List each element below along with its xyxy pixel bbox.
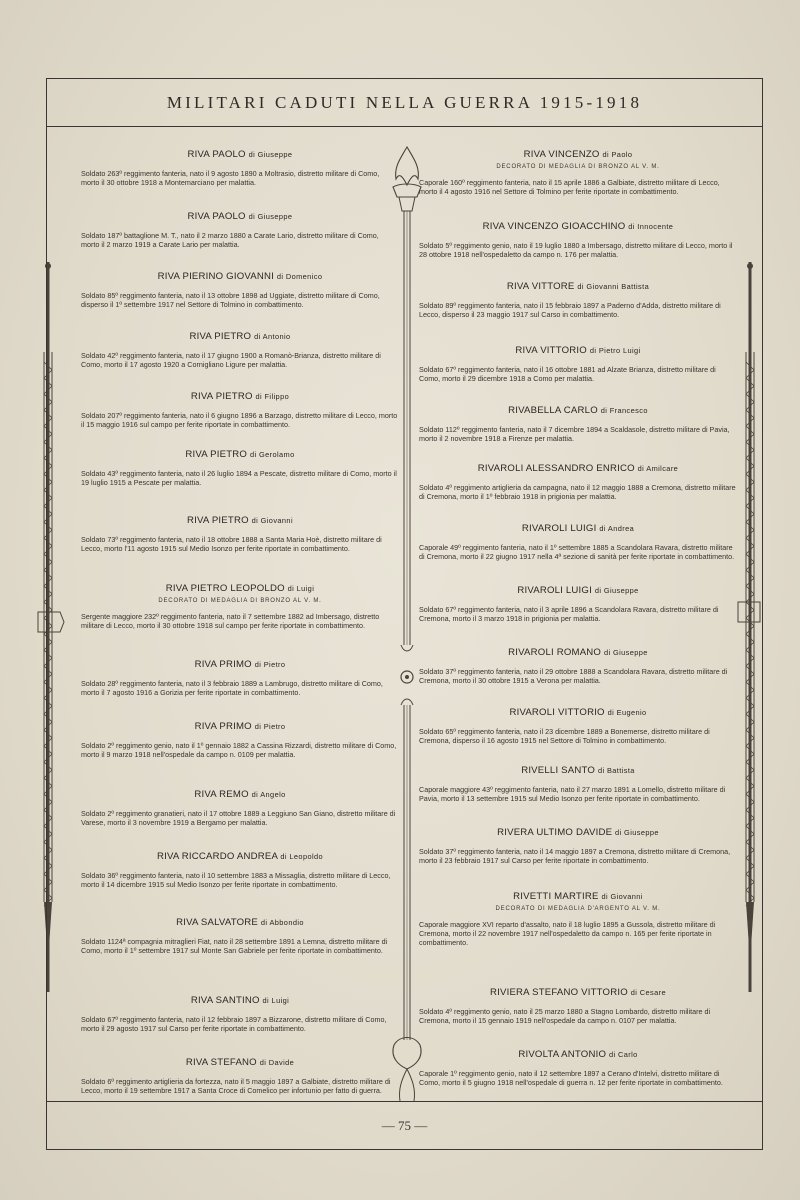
casualty-entry <box>419 765 737 803</box>
entry-name-line <box>419 647 737 659</box>
page-title: MILITARI CADUTI NELLA GUERRA 1915-1918 <box>166 92 643 112</box>
soldier-name: RIVA PIERINO GIOVANNI <box>157 271 274 282</box>
soldier-name: RIVABELLA CARLO <box>508 405 598 416</box>
service-record: Soldato 67º reggimento fanteria, nato il 12 febbraio 1897 a Bizzarone, distretto militare di Como, morto il 29 agosto 1917 sul Carso per ferite riportate in combattimento. <box>81 1015 387 1034</box>
casualty-entry <box>81 331 399 369</box>
soldier-name: RIVA PIETRO LEOPOLDO <box>165 583 285 594</box>
entry-name-line <box>419 765 737 777</box>
service-record: Soldato 43º reggimento fanteria, nato il 26 luglio 1894 a Pescate, distretto militare di Como, morto il 19 luglio 1915 a Pescate per malattia. <box>81 469 397 488</box>
parent-name: di Giuseppe <box>248 150 293 159</box>
entry-name-line <box>419 221 737 233</box>
casualty-entry <box>419 1049 737 1087</box>
parent-name: di Giovanni <box>251 516 293 525</box>
title-band <box>47 79 762 127</box>
entry-name-line <box>419 345 737 357</box>
soldier-name: RIVA PRIMO <box>194 659 252 670</box>
casualty-entry <box>419 149 737 196</box>
soldier-name: RIVA VITTORE <box>506 281 575 292</box>
soldier-name: RIVA VITTORIO <box>515 345 587 356</box>
service-record: Soldato 6º reggimento artiglieria da fortezza, nato il 5 maggio 1897 a Galbiate, distretto militare di Lecco, morto il 19 settembre 1917 a Santa Croce di Comelico per infortunio per fatto di guerra. <box>81 1077 391 1096</box>
parent-name: di Innocente <box>628 222 674 231</box>
entry-name-line <box>419 891 737 903</box>
soldier-name: RIVA VINCENZO <box>523 149 600 160</box>
parent-name: di Paolo <box>602 150 633 159</box>
decoration-note: DECORATO DI MEDAGLIA DI BRONZO AL V. M. <box>496 164 660 170</box>
parent-name: di Giovanni Battista <box>577 282 650 291</box>
service-record: Soldato 5º reggimento genio, nato il 19 luglio 1880 a Imbersago, distretto militare di Lecco, morto il 28 ottobre 1918 nell'ospedaletto da campo n. 176 per malattia. <box>419 241 733 260</box>
entry-name-line <box>81 583 399 595</box>
parent-name: di Luigi <box>262 996 290 1005</box>
soldier-name: RIVA PAOLO <box>187 211 246 222</box>
parent-name: di Andrea <box>599 524 635 533</box>
parent-name: di Leopoldo <box>280 852 324 861</box>
soldier-name: RIVERA ULTIMO DAVIDE <box>497 827 613 838</box>
casualty-entry <box>419 281 737 319</box>
service-record: Caporale maggiore 43º reggimento fanteria, nato il 27 marzo 1891 a Lomello, distretto militare di Pavia, morto il 13 settembre 1915 sul Medio Isonzo per ferite riportate in combattimento. <box>419 785 726 804</box>
casualty-entry <box>81 583 399 630</box>
parent-name: di Francesco <box>600 406 648 415</box>
soldier-name: RIVOLTA ANTONIO <box>518 1049 607 1060</box>
parent-name: di Abbondio <box>260 918 304 927</box>
entry-name-line <box>81 331 399 343</box>
parent-name: di Cesare <box>630 988 666 997</box>
soldier-name: RIVAROLI VITTORIO <box>509 707 605 718</box>
entry-name-line <box>419 827 737 839</box>
soldier-name: RIVA PAOLO <box>187 149 246 160</box>
service-record: Soldato 263º reggimento fanteria, nato il 9 agosto 1890 a Moltrasio, distretto militare di Como, morto il 30 ottobre 1918 a Montemarciano per malattia. <box>81 169 380 188</box>
soldier-name: RIVA REMO <box>194 789 249 800</box>
parent-name: di Carlo <box>608 1050 638 1059</box>
soldier-name: RIVA PIETRO <box>187 515 249 526</box>
casualty-entry <box>81 211 399 249</box>
casualty-entry <box>81 995 399 1033</box>
entry-name-line <box>419 523 737 535</box>
entry-name-line <box>419 281 737 293</box>
soldier-name: RIVAROLI ROMANO <box>508 647 602 658</box>
service-record: Soldato 112º reggimento fanteria, nato il 7 dicembre 1894 a Scaldasole, distretto militare di Pavia, morto il 2 novembre 1918 a Firenze per malattia. <box>419 425 730 444</box>
casualty-entry <box>81 659 399 697</box>
casualty-entry <box>419 405 737 443</box>
entry-name-line <box>81 721 399 733</box>
entry-name-line <box>81 391 399 403</box>
decoration-note: DECORATO DI MEDAGLIA DI BRONZO AL V. M. <box>158 598 322 604</box>
parent-name: di Luigi <box>287 584 315 593</box>
casualty-entry <box>81 789 399 827</box>
casualty-entry <box>81 721 399 759</box>
casualty-entry <box>419 345 737 383</box>
soldier-name: RIVAROLI LUIGI <box>521 523 597 534</box>
parent-name: di Gerolamo <box>249 450 295 459</box>
service-record: Soldato 4º reggimento genio, nato il 25 marzo 1880 a Stagno Lombardo, distretto militare di Cremona, morto il 15 gennaio 1919 nell'ospedale da campo n. 0107 per malattia. <box>419 1007 711 1026</box>
parent-name: di Domenico <box>276 272 323 281</box>
casualty-entry <box>81 917 399 955</box>
entry-name-line <box>81 515 399 527</box>
entry-name-line <box>419 463 737 475</box>
casualty-entry <box>419 585 737 623</box>
parent-name: di Angelo <box>251 790 286 799</box>
parent-name: di Davide <box>259 1058 295 1067</box>
soldier-name: RIVA STEFANO <box>185 1057 257 1068</box>
entry-name-line <box>81 917 399 929</box>
parent-name: di Giuseppe <box>603 648 648 657</box>
service-record: Caporale 49º reggimento fanteria, nato il 1º settembre 1885 a Scandolara Ravara, distretto militare di Cremona, morto il 22 giugno 1917 nella 4ª sezione di sanità per ferite riportate in combattimento. <box>419 543 735 562</box>
service-record: Sergente maggiore 232º reggimento fanteria, nato il 7 settembre 1882 ad Imbersago, distretto militare di Lecco, morto il 30 ottobre 1918 sul campo per ferite riportate in combattimento. <box>81 612 380 631</box>
parent-name: di Pietro Luigi <box>589 346 641 355</box>
soldier-name: RIVAROLI ALESSANDRO ENRICO <box>477 463 635 474</box>
soldier-name: RIVETTI MARTIRE <box>513 891 599 902</box>
soldier-name: RIVA PIETRO <box>185 449 248 460</box>
soldier-name: RIVAROLI LUIGI <box>517 585 592 596</box>
page-frame <box>46 78 763 1150</box>
soldier-name: RIVA PIETRO <box>189 331 252 342</box>
footer-band <box>47 1101 762 1149</box>
entry-name-line <box>419 149 737 161</box>
casualty-entry <box>81 271 399 309</box>
entry-name-line <box>81 851 399 863</box>
casualty-entry <box>419 891 737 948</box>
service-record: Soldato 67º reggimento fanteria, nato il 3 aprile 1896 a Scandolara Ravara, distretto militare di Cremona, morto il 3 marzo 1918 in prigionia per malattia. <box>419 605 719 624</box>
entry-name-line <box>81 659 399 671</box>
casualty-entry <box>81 449 399 487</box>
service-record: Caporale maggiore XVI reparto d'assalto, nato il 18 luglio 1895 a Gussola, distretto militare di Cremona, morto il 22 novembre 1917 nell'ospedaletto da campo n. 165 per ferite riportate in combattimento. <box>419 920 716 948</box>
parent-name: di Giuseppe <box>248 212 293 221</box>
service-record: Soldato 187º battaglione M. T., nato il 2 marzo 1880 a Carate Lario, distretto militare di Como, morto il 2 marzo 1919 a Carate Lario per malattia. <box>81 231 379 250</box>
page-number: — 75 — <box>381 1117 428 1133</box>
soldier-name: RIVA VINCENZO GIOACCHINO <box>482 221 626 232</box>
entry-name-line <box>81 449 399 461</box>
parent-name: di Giovanni <box>601 892 643 901</box>
entry-name-line <box>419 707 737 719</box>
parent-name: di Eugenio <box>607 708 647 717</box>
soldier-name: RIVA SALVATORE <box>176 917 258 928</box>
soldier-name: RIVIERA STEFANO VITTORIO <box>489 987 628 998</box>
entry-name-line <box>81 789 399 801</box>
service-record: Soldato 4º reggimento artiglieria da campagna, nato il 12 maggio 1888 a Cremona, distretto militare di Cremona, morto il 1º febbraio 1918 in prigionia per malattia. <box>419 483 736 502</box>
service-record: Soldato 37º reggimento fanteria, nato il 14 maggio 1897 a Cremona, distretto militare di Cremona, morto il 23 febbraio 1917 sul Carso per ferite riportate in combattimento. <box>419 847 731 866</box>
entry-name-line <box>419 585 737 597</box>
service-record: Soldato 1124ª compagnia mitraglieri Fiat, nato il 28 settembre 1891 a Lemna, distretto militare di Como, morto il 1º settembre 1917 sul Monte San Gabriele per ferite riportate in combattimento. <box>81 937 388 956</box>
soldier-name: RIVELLI SANTO <box>521 765 596 776</box>
service-record: Soldato 73º reggimento fanteria, nato il 18 ottobre 1888 a Santa Maria Hoè, distretto militare di Lecco, morto l'11 agosto 1915 sul Medio Isonzo per ferite riportate in combattimento. <box>81 535 382 554</box>
entry-name-line <box>81 211 399 223</box>
parent-name: di Pietro <box>254 660 286 669</box>
service-record: Soldato 28º reggimento fanteria, nato il 3 febbraio 1889 a Lambrugo, distretto militare di Como, morto il 7 agosto 1916 a Gorizia per ferite riportate in combattimento. <box>81 679 383 698</box>
service-record: Soldato 37º reggimento fanteria, nato il 29 ottobre 1888 a Scandolara Ravara, distretto militare di Cremona, morto il 30 ottobre 1915 a Verona per malattia. <box>419 667 728 686</box>
service-record: Soldato 207º reggimento fanteria, nato il 6 giugno 1896 a Barzago, distretto militare di Lecco, morto il 15 maggio 1916 sul campo per ferite riportate in combattimento. <box>81 411 398 430</box>
casualty-entry <box>81 515 399 553</box>
soldier-name: RIVA SANTINO <box>190 995 260 1006</box>
service-record: Soldato 42º reggimento fanteria, nato il 17 giugno 1900 a Romanò-Brianza, distretto militare di Como, morto il 17 agosto 1920 a Cornigliano Ligure per malattia. <box>81 351 381 370</box>
casualty-entry <box>81 1057 399 1095</box>
parent-name: di Pietro <box>254 722 286 731</box>
casualty-entry <box>81 149 399 187</box>
entry-name-line <box>81 149 399 161</box>
casualty-entry <box>419 707 737 745</box>
service-record: Soldato 89º reggimento fanteria, nato il 15 febbraio 1897 a Paderno d'Adda, distretto militare di Lecco, disperso il 23 maggio 1917 sul Carso in combattimento. <box>419 301 721 320</box>
parent-name: di Filippo <box>255 392 290 401</box>
casualty-entry <box>419 987 737 1025</box>
entry-name-line <box>419 405 737 417</box>
casualty-entry <box>419 827 737 865</box>
parent-name: di Battista <box>597 766 635 775</box>
service-record: Soldato 2º reggimento genio, nato il 1º gennaio 1882 a Cassina Rizzardi, distretto militare di Como, morto il 9 marzo 1918 nell'ospedale da campo n. 0109 per malattia. <box>81 741 397 760</box>
decoration-note: DECORATO DI MEDAGLIA D'ARGENTO AL V. M. <box>495 906 661 912</box>
casualty-entry <box>419 221 737 259</box>
soldier-name: RIVA PIETRO <box>190 391 253 402</box>
entry-name-line <box>81 1057 399 1069</box>
entry-name-line <box>419 987 737 999</box>
soldier-name: RIVA RICCARDO ANDREA <box>156 851 278 862</box>
service-record: Soldato 2º reggimento granatieri, nato il 17 ottobre 1889 a Leggiuno San Giano, distretto militare di Varese, morto il 3 novembre 1919 a Bergamo per malattia. <box>81 809 396 828</box>
entry-name-line <box>419 1049 737 1061</box>
parent-name: di Giuseppe <box>615 828 659 837</box>
parent-name: di Antonio <box>254 332 291 341</box>
service-record: Soldato 36º reggimento fanteria, nato il 10 settembre 1883 a Missaglia, distretto militare di Lecco, morto il 14 dicembre 1915 sul Medio Isonzo per ferite riportate in combattimento. <box>81 871 391 890</box>
entry-name-line <box>81 995 399 1007</box>
parent-name: di Amilcare <box>637 464 679 473</box>
casualty-entry <box>419 523 737 561</box>
service-record: Caporale 1º reggimento genio, nato il 12 settembre 1897 a Cerano d'Intelvi, distretto militare di Como, morto il 5 giugno 1918 nell'ospedale di guerra n. 12 per ferite riportate in combattimento. <box>419 1069 723 1088</box>
entry-name-line <box>81 271 399 283</box>
casualty-entry <box>419 463 737 501</box>
casualty-entry <box>419 647 737 685</box>
service-record: Soldato 67º reggimento fanteria, nato il 16 ottobre 1881 ad Alzate Brianza, distretto militare di Como, morto il 29 dicembre 1918 a Como per malattia. <box>419 365 716 384</box>
parent-name: di Giuseppe <box>594 586 639 595</box>
service-record: Soldato 65º reggimento fanteria, nato il 23 dicembre 1889 a Bonemerse, distretto militare di Cremona, disperso il 16 agosto 1915 nel Settore di Tolmino in combattimento. <box>419 727 710 746</box>
casualty-entry <box>81 851 399 889</box>
casualty-entry <box>81 391 399 429</box>
service-record: Caporale 160º reggimento fanteria, nato il 15 aprile 1886 a Galbiate, distretto militare di Lecco, morto il 4 agosto 1916 nel Settore di Tolmino per ferite riportate in combattimento. <box>419 178 720 197</box>
soldier-name: RIVA PRIMO <box>194 721 252 732</box>
service-record: Soldato 85º reggimento fanteria, nato il 13 ottobre 1898 ad Uggiate, distretto militare di Como, disperso il 1º settembre 1917 nel Settore di Tolmino in combattimento. <box>81 291 380 310</box>
